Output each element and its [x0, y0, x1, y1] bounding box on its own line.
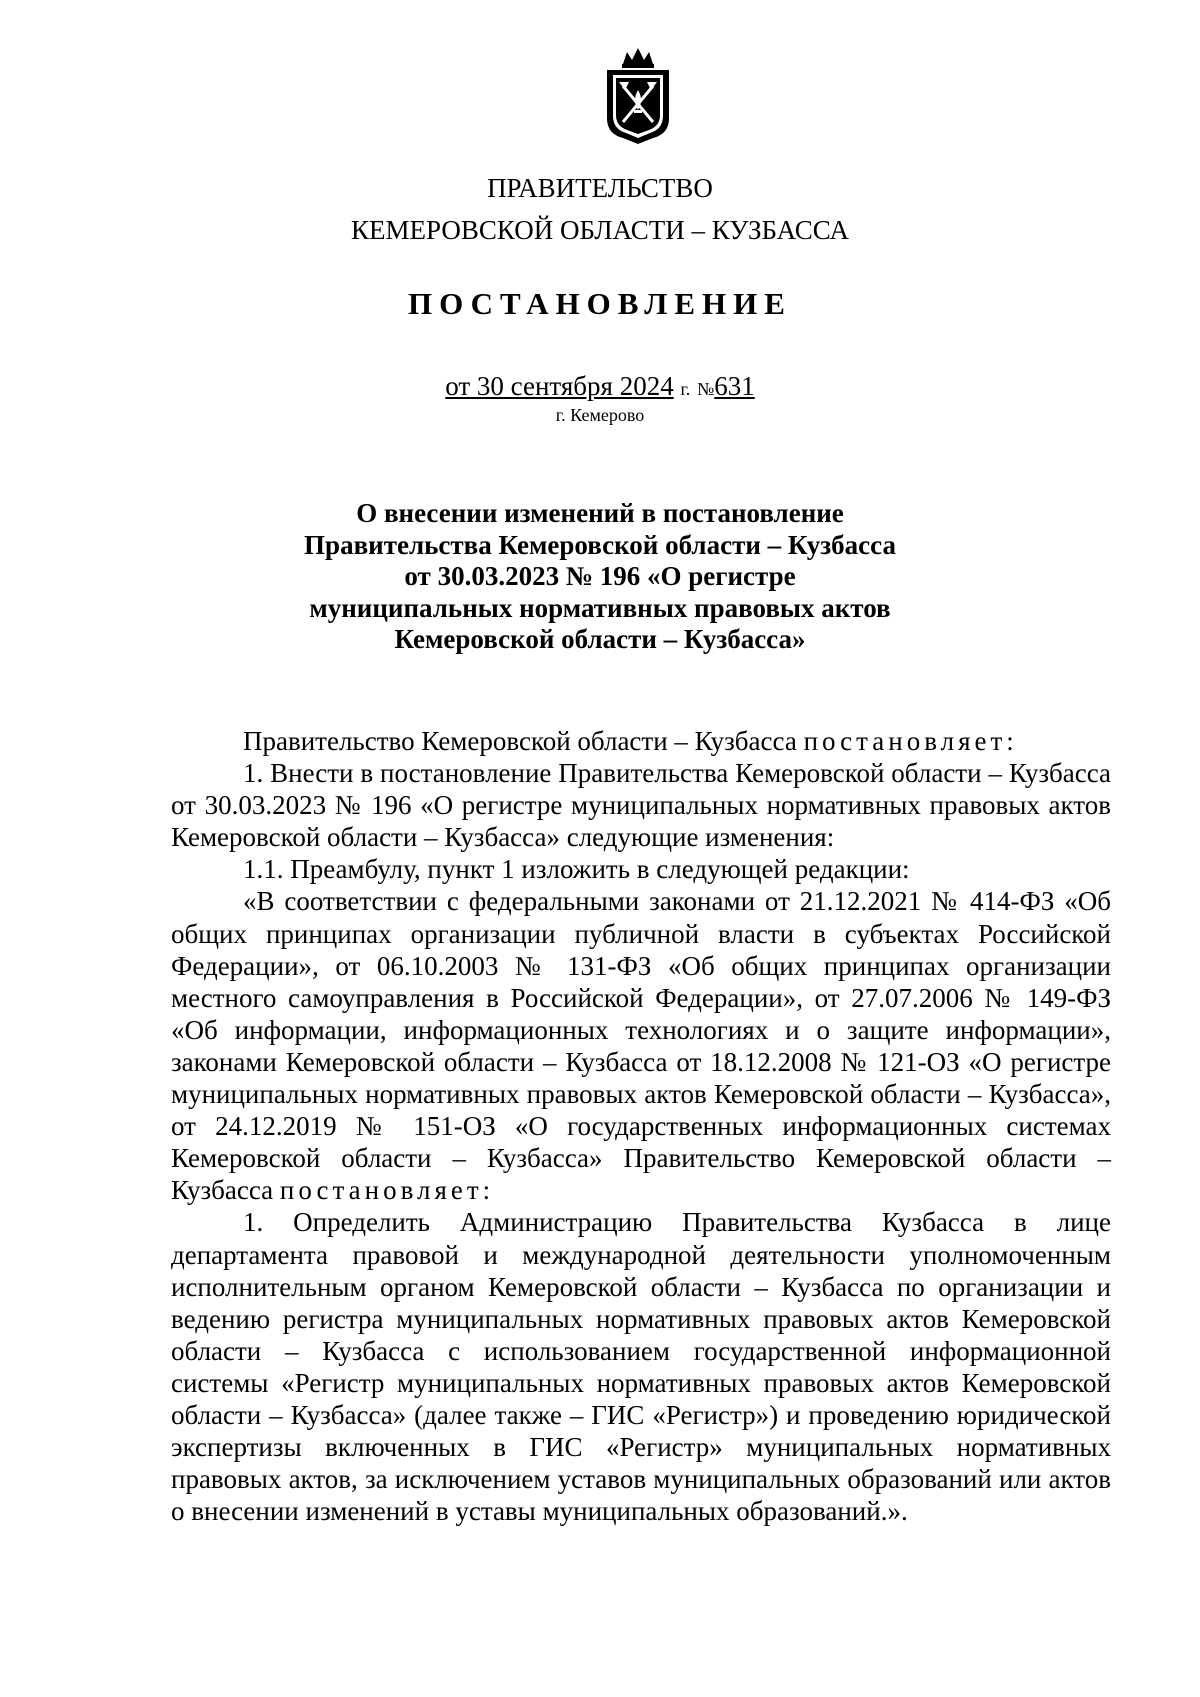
- body-paragraph-resolves: Правительство Кемеровской области – Кузбасса постановляет:: [243, 726, 1018, 756]
- government-name-line1: ПРАВИТЕЛЬСТВО: [487, 173, 713, 203]
- resolves-word: постановляет:: [803, 726, 1018, 756]
- body-paragraph-point-1: 1. Определить Администрацию Правительства Кузбасса в лице департамента правовой и международной деятельности уполномоченным исполнительным органом Кемеровской области – Кузбасса по организации и ведению регистра муниципальных нормативных правовых актов Кемеровской области – Кузбасса с использованием государственной информационной системы «Регистр муниципальных нормативных правовых актов Кемеровской области – Кузбасса» (далее также – ГИС «Регистр») и проведению юридической экспертизы включенных в ГИС «Регистр» муниципальных нормативных правовых актов, за исключением уставов муниципальных образований или актов о внесении изменений в уставы муниципальных образований.».: [171, 1207, 1111, 1527]
- document-number: 631: [714, 371, 755, 401]
- resolves-word: постановляет:: [279, 1175, 495, 1206]
- title-line: муниципальных нормативных правовых актов: [309, 592, 891, 623]
- body-paragraph-preamble: «В соответствии с федеральными законами от 21.12.2021 № 414-ФЗ «Об общих принципах организации публичной власти в субъектах Российской Федерации», от 06.10.2003 № 131-ФЗ «Об общих принципах организации местного самоуправления в Российской Федерации», от 27.07.2006 № 149-ФЗ «Об информации, информационных технологиях и о защите информации», законами Кемеровской области – Кузбасса от 18.12.2008 № 121-ОЗ «О регистре муниципальных нормативных правовых актов Кемеровской области – Кузбасса», от 24.12.2019 № 151-ОЗ «О государственных информационных системах Кемеровской области – Кузбасса» Правительство Кемеровской области – Кузбасса постановляет:: [171, 886, 1111, 1206]
- document-city: г. Кемерово: [555, 405, 645, 425]
- document-body: [171, 725, 1111, 1527]
- number-label: №: [697, 379, 715, 399]
- body-paragraph-1: 1. Внести в постановление Правительства Кемеровской области – Кузбасса от 30.03.2023 № 196 «О регистре муниципальных нормативных правовых актов Кемеровской области – Кузбасса» следующие изменения:: [171, 758, 1111, 853]
- body-paragraph-1-1: 1.1. Преамбулу, пункт 1 изложить в следующей редакции:: [243, 854, 910, 885]
- document-type-heading: ПОСТАНОВЛЕНИЕ: [408, 286, 792, 321]
- title-line: Кемеровской области – Кузбасса»: [394, 624, 806, 654]
- coat-of-arms-emblem-icon: [601, 46, 675, 146]
- government-name-line2: КЕМЕРОВСКОЙ ОБЛАСТИ – КУЗБАССА: [351, 215, 849, 245]
- document-title: [0, 498, 1200, 656]
- title-line: Правительства Кемеровской области – Кузбасса: [304, 529, 896, 560]
- title-line: О внесении изменений в постановление: [356, 498, 844, 528]
- title-line: от 30.03.2023 № 196 «О регистре: [404, 561, 796, 591]
- document-date: от 30 сентября 2024: [445, 371, 674, 401]
- year-suffix: г.: [680, 379, 691, 399]
- date-number-line: [0, 370, 1200, 405]
